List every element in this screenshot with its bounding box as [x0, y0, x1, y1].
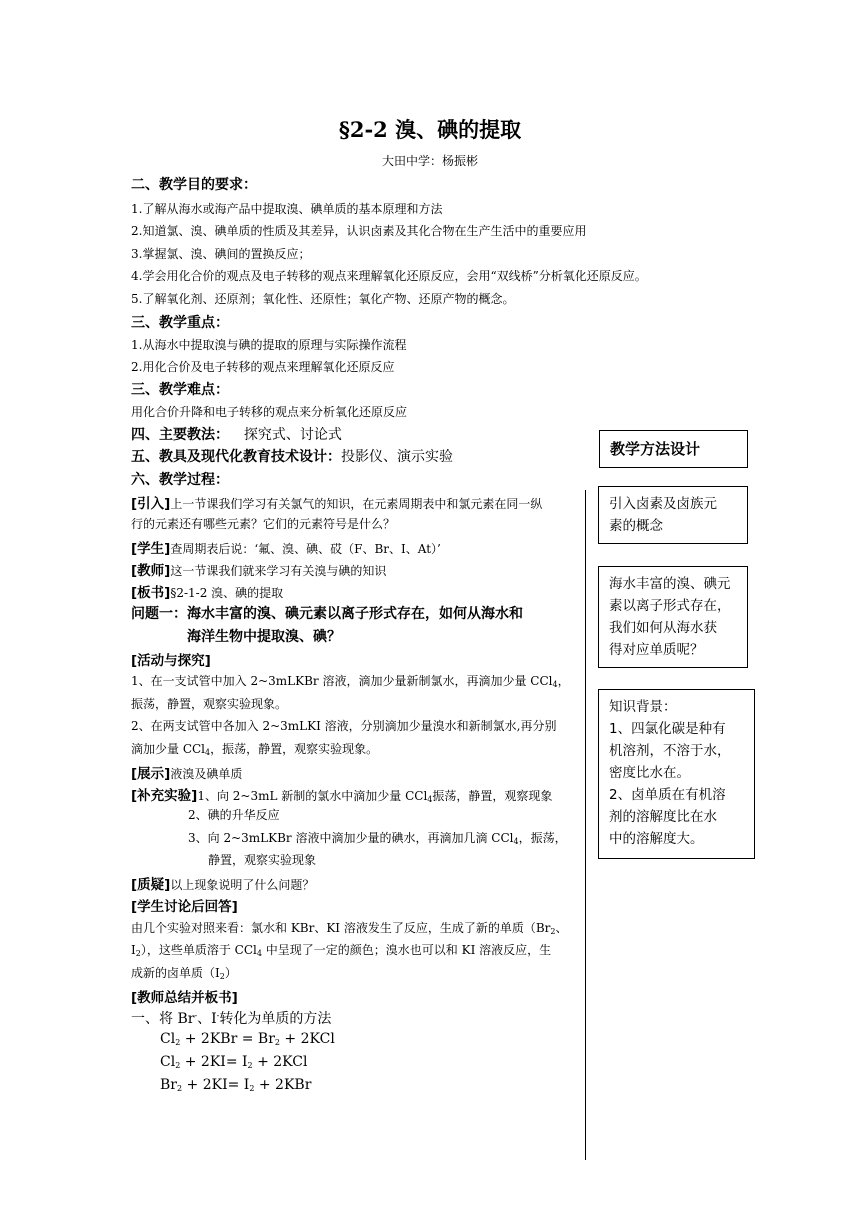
activity-1-line [131, 672, 570, 689]
eq-part: + 2KCl [279, 1031, 335, 1047]
side-note-line: 1、四氯化碳是种有 [609, 721, 726, 737]
side-note-problem [598, 566, 748, 668]
side-note-line: 引入卤素及卤族元 [609, 496, 717, 512]
activity-2-tail: ，振荡，静置，观察实验现象。 [210, 742, 379, 756]
eq-part: + 2KBr [254, 1077, 312, 1093]
side-note-line: 2、卤单质在有机溶 [609, 787, 726, 803]
question-text: 以上现象说明了什么问题？ [170, 878, 315, 892]
teacher-label: [教师] [131, 563, 171, 579]
method-text: 一、将 Br [131, 1011, 195, 1027]
subscript: 2 [219, 972, 225, 981]
supplement-label: [补充实验] [131, 788, 198, 804]
side-note-line: 中的溶解度大。 [609, 831, 704, 847]
student-label: [学生] [131, 541, 171, 557]
method-heading [131, 1008, 331, 1028]
side-note-line: 我们如何从海水获 [609, 620, 717, 636]
intro-line [131, 492, 542, 512]
eq-part: Cl [160, 1031, 176, 1047]
side-note-line: 得对应单质呢？ [609, 642, 704, 658]
section-difficult-heading: 三、教学难点： [131, 382, 229, 398]
side-note-line: 机溶剂，不溶于水， [609, 743, 731, 759]
objective-item: 1.了解从海水或海产品中提取溴、碘单质的基本原理和方法 [131, 202, 443, 216]
methods-label: 四、主要教法： [131, 427, 229, 443]
objective-item: 3.掌握氯、溴、碘间的置换反应； [131, 247, 311, 261]
subscript: 2 [175, 1061, 181, 1070]
supplement-line-3 [188, 829, 567, 846]
discussion-line-2 [131, 941, 551, 958]
section-objectives-heading: 二、教学目的要求： [131, 177, 257, 193]
discussion-label: [学生讨论后回答] [131, 899, 238, 915]
discussion-line-1 [131, 919, 568, 936]
side-note-line: 密度比水在。 [609, 765, 690, 781]
intro-line-2: 行的元素还有哪些元素？它们的元素符号是什么？ [131, 517, 396, 531]
side-note-line: 知识背景： [609, 699, 677, 715]
method-text: 、I [197, 1011, 217, 1027]
superscript: - [216, 1011, 220, 1020]
summary-label: [教师总结并板书] [131, 990, 238, 1006]
supplement-line-3b: 静置，观察实验现象 [208, 853, 317, 867]
intro-label: [引入] [131, 496, 171, 512]
subscript: 2 [175, 1038, 181, 1047]
student-line [131, 537, 441, 557]
tools-value: 投影仪、演示实验 [341, 449, 453, 465]
question-label: [质疑] [131, 877, 171, 893]
equation-2 [160, 1054, 307, 1070]
display-text: 液溴及碘单质 [170, 767, 243, 781]
side-note-background [598, 689, 755, 859]
objective-item: 5.了解氧化剂、还原剂；氧化性、还原性；氧化产物、还原产物的概念。 [131, 292, 515, 306]
equation-3 [160, 1077, 311, 1093]
section-methods [131, 424, 342, 444]
display-label: [展示] [131, 766, 171, 782]
objective-item: 4.学会用化合价的观点及电子转移的观点来理解氧化还原反应，会用“双线桥”分析氧化还原反应。 [131, 269, 647, 283]
problem-line-2: 海洋生物中提取溴、碘？ [187, 629, 341, 645]
display-line [131, 762, 242, 782]
supplement-3-tail: ，振荡， [518, 831, 567, 845]
subscript: 4 [552, 680, 558, 689]
discussion-text: 中呈现了一定的颜色；溴水也可以和 KI 溶液反应，生 [261, 943, 552, 957]
teacher-line [131, 559, 386, 579]
objective-item: 2.知道氯、溴、碘单质的性质及其差异，认识卤素及其化合物在生产生活中的重要应用 [131, 224, 587, 238]
discussion-text: ），这些单质溶于 CCl [140, 943, 257, 957]
discussion-text: 由几个实验对照来看：氯水和 KBr、KI 溶液发生了反应，生成了新的单质（Br [131, 921, 551, 935]
activity-2-line-2 [131, 740, 378, 757]
side-note-intro [598, 486, 748, 544]
teacher-text: 这一节课我们就来学习有关溴与碘的知识 [170, 564, 387, 578]
side-note-line: 素的概念 [609, 518, 663, 534]
eq-part: + 2KI= I [180, 1054, 248, 1070]
supplement-1-tail: 振荡，静置，观察现象 [432, 789, 553, 803]
subscript: 2 [249, 1084, 255, 1093]
column-divider [585, 490, 586, 1160]
key-point-item: 1.从海水中提取溴与碘的提取的原理与实际操作流程 [131, 338, 407, 352]
activity-1-text: 1、在一支试管中加入 2~3mLKBr 溶液，滴加少量新制氯水，再滴加少量 CCl [131, 674, 553, 688]
supplement-1-text: 1、向 2~3mL 新制的氯水中滴加少量 CCl [197, 789, 428, 803]
eq-part: + 2KBr = Br [180, 1031, 275, 1047]
activity-1-line-2: 振荡，静置，观察实验现象。 [131, 697, 288, 711]
tools-label: 五、教具及现代化教育技术设计： [131, 449, 341, 465]
key-point-item: 2.用化合价及电子转移的观点来理解氧化还原反应 [131, 360, 395, 374]
subscript: 4 [256, 949, 262, 958]
eq-part: + 2KI= I [182, 1077, 250, 1093]
eq-part: Br [160, 1077, 177, 1093]
subscript: 2 [247, 1061, 253, 1070]
side-title-box [599, 430, 748, 468]
side-note-line: 素以离子形式存在， [609, 598, 731, 614]
supplement-line-1 [131, 784, 552, 804]
supplement-3-text: 3、向 2~3mLKBr 溶液中滴加少量的碘水，再滴加几滴 CCl [188, 831, 514, 845]
discussion-tail: ） [224, 966, 237, 980]
student-text: 查周期表后说：‘氟、溴、碘、砹（F、Br、I、At）’ [170, 542, 441, 556]
board-text: §2-1-2 溴、碘的提取 [170, 586, 284, 600]
question-line [131, 873, 314, 893]
discussion-text: I [131, 943, 136, 957]
subscript: 2 [550, 927, 556, 936]
problem-line-1: 问题一：海水丰富的溴、碘元素以离子形式存在，如何从海水和 [131, 606, 523, 622]
discussion-text: 成新的卤单质（I [131, 966, 220, 980]
section-process-heading: 六、教学过程： [131, 472, 229, 488]
activity-2-line: 2、在两支试管中各加入 2~3mLKI 溶液，分别滴加少量溴水和新制氯水,再分别 [131, 719, 557, 733]
author-line: 大田中学：杨振彬 [381, 154, 478, 168]
subscript: 4 [513, 837, 519, 846]
page-title: §2-2 溴、碘的提取 [338, 117, 522, 142]
equation-1 [160, 1031, 335, 1047]
discussion-tail: 、 [555, 921, 568, 935]
activity-1-tail: ， [557, 674, 570, 688]
methods-value: 探究式、讨论式 [243, 427, 342, 443]
board-line [131, 581, 283, 601]
subscript: 2 [274, 1038, 280, 1047]
discussion-line-3 [131, 964, 237, 981]
subscript: 2 [176, 1084, 183, 1093]
side-title: 教学方法设计 [610, 440, 701, 458]
side-note-line: 海水丰富的溴、碘元 [609, 576, 731, 592]
section-tools [131, 446, 453, 466]
activity-label: [活动与探究] [131, 653, 211, 669]
eq-part: Cl [160, 1054, 176, 1070]
intro-text: 上一节课我们学习有关氯气的知识，在元素周期表中和氯元素在同一纵 [170, 497, 543, 511]
activity-2-text: 滴加少量 CCl [131, 742, 206, 756]
supplement-line-2: 2、碘的升华反应 [188, 808, 280, 822]
subscript: 4 [427, 795, 433, 804]
subscript: 4 [205, 748, 211, 757]
difficult-point: 用化合价升降和电子转移的观点来分析氧化还原反应 [131, 405, 408, 419]
side-note-line: 剂的溶解度比在水 [609, 809, 717, 825]
eq-part: + 2KCl [252, 1054, 308, 1070]
subscript: 2 [135, 949, 141, 958]
superscript: - [194, 1011, 198, 1020]
method-text: 转化为单质的方法 [219, 1011, 332, 1027]
board-label: [板书] [131, 585, 171, 601]
section-key-heading: 三、教学重点： [131, 315, 229, 331]
